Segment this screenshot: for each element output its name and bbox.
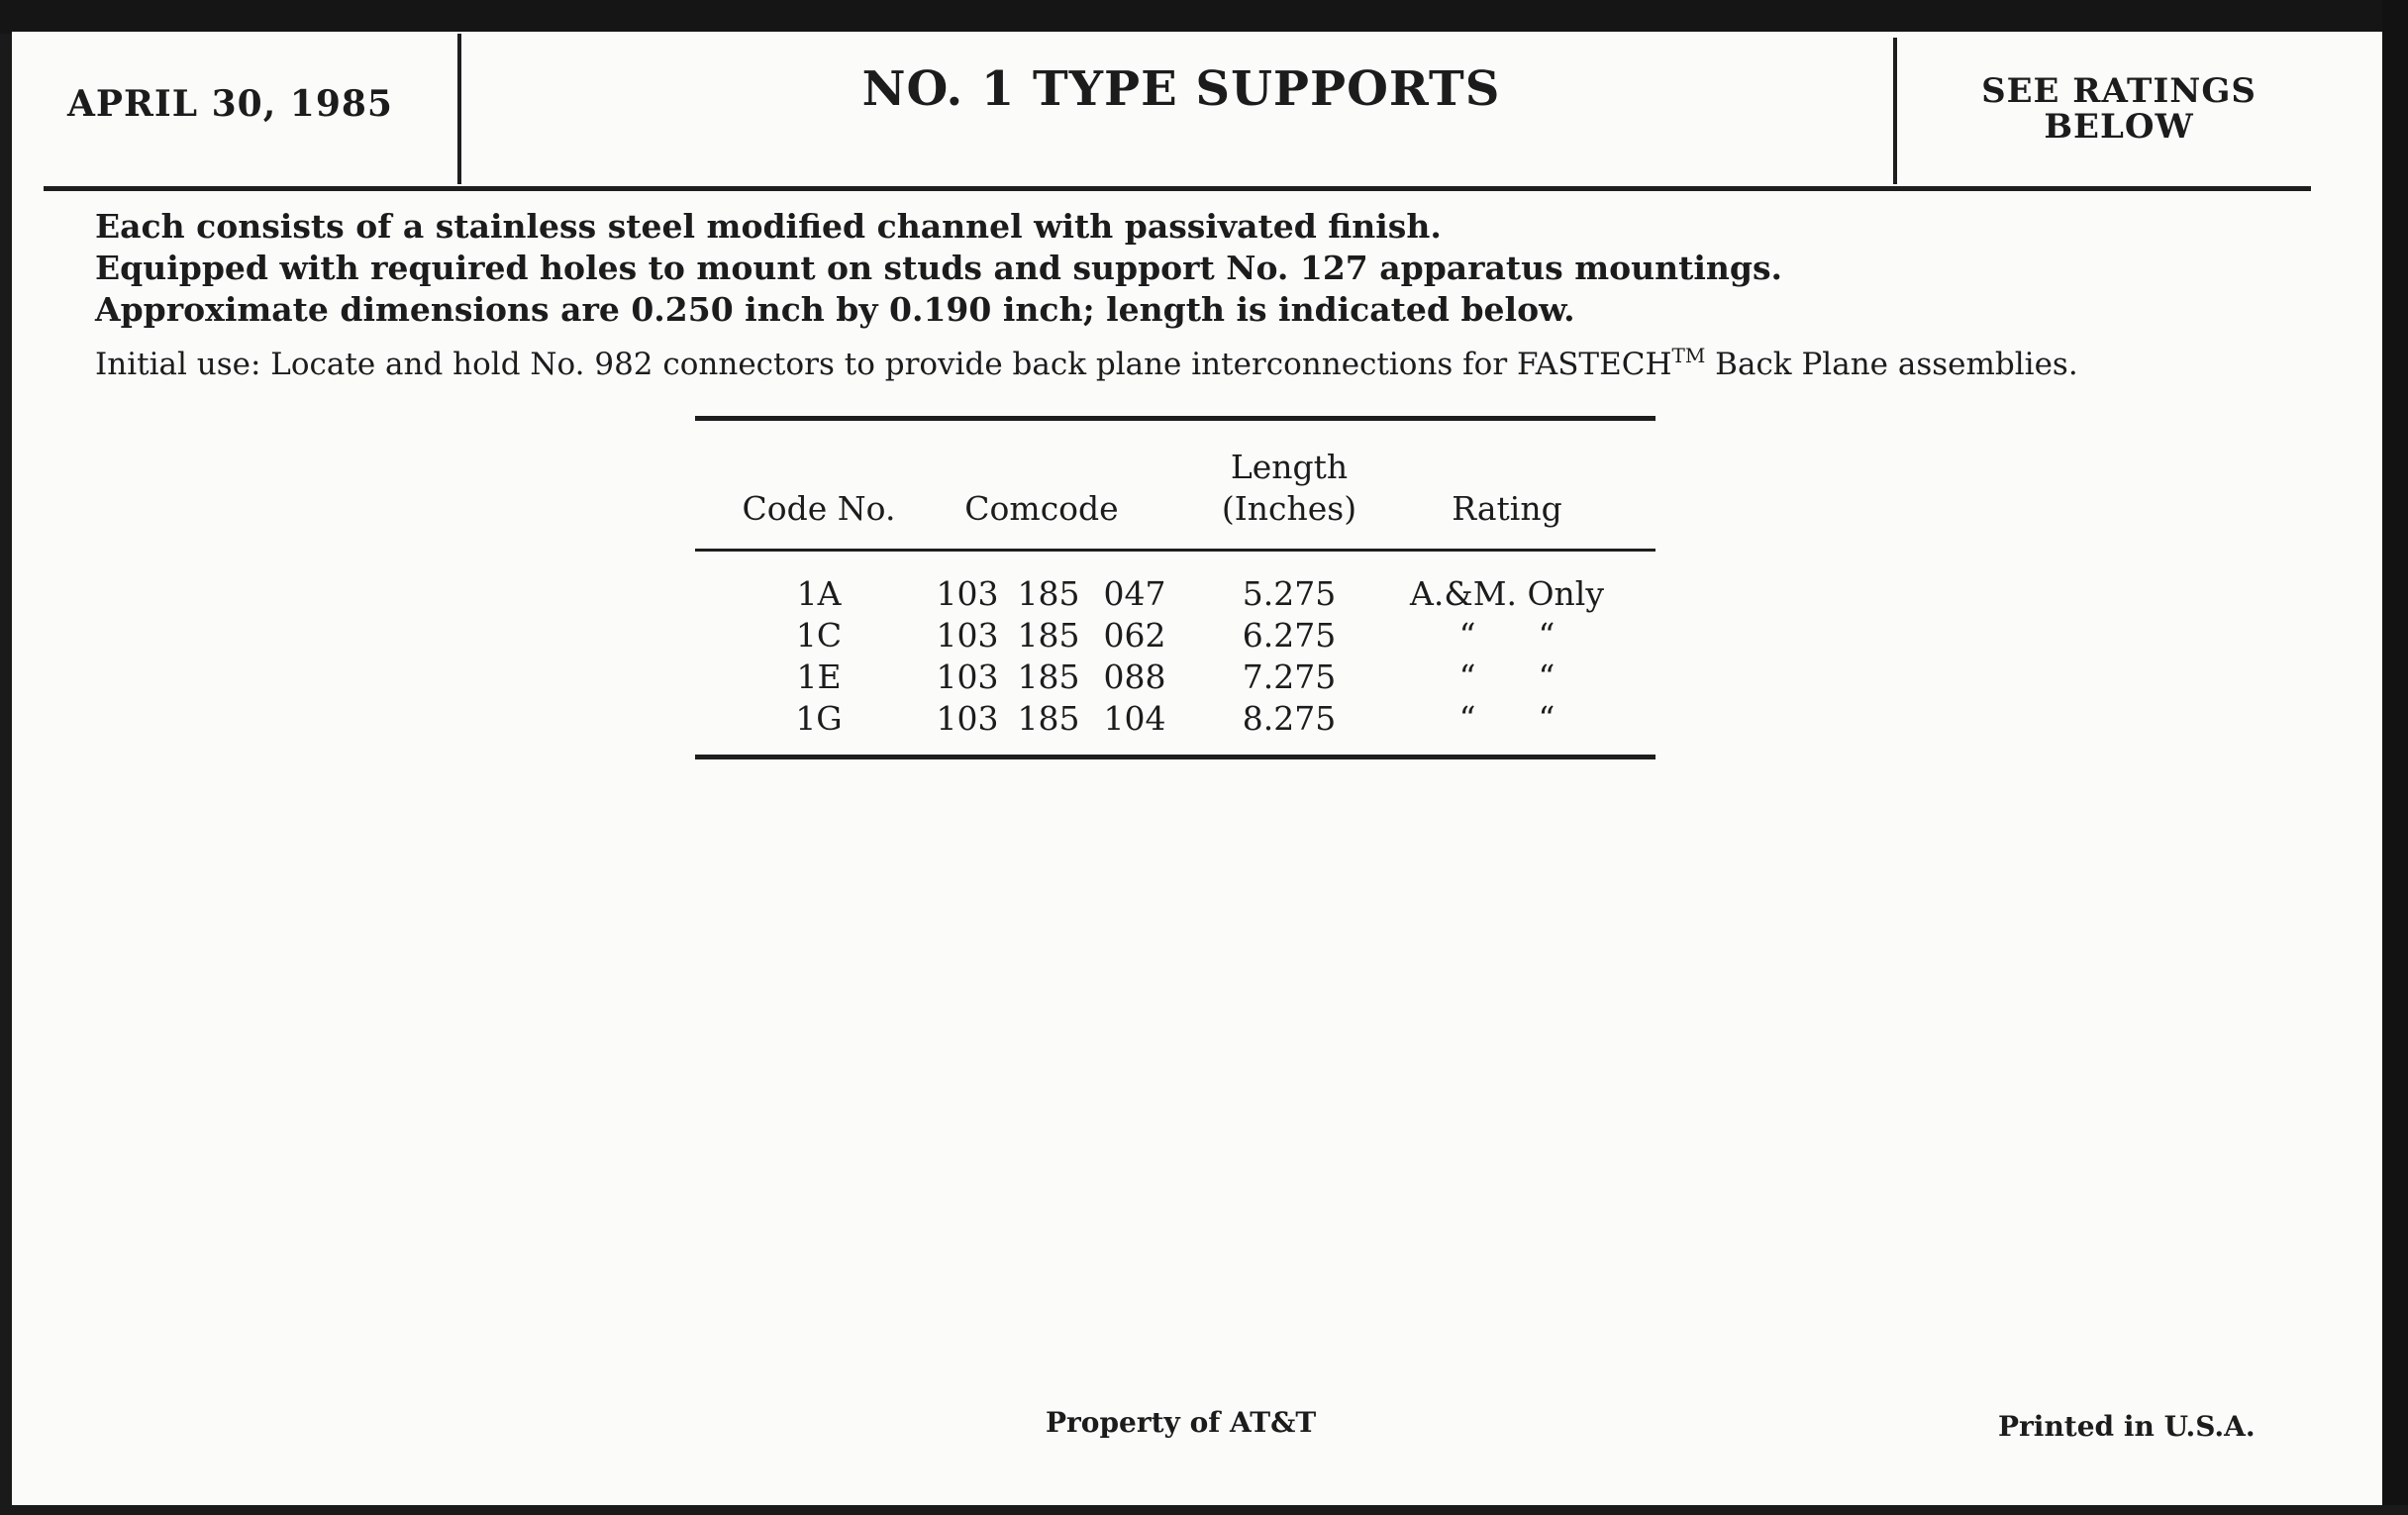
table-cell-code: 1A [796,574,842,613]
description-line-4 [95,335,2273,385]
table-cell-comcode-b: 185 [1017,699,1080,738]
table-cell-code: 1G [795,699,843,738]
description-line-1: Each consists of a stainless steel modified channel with passivated finish. [95,207,1442,246]
table-bottom-rule [695,755,1656,759]
page-title: NO. 1 TYPE SUPPORTS [861,61,1501,117]
header-ratings [1901,73,2337,145]
ratings-line-1: SEE RATINGS [1981,71,2257,111]
table-cell-length: 6.275 [1242,616,1337,655]
table-header-rule [695,549,1656,552]
table-cell-comcode-b: 185 [1017,616,1080,655]
header-divider-left [457,34,461,184]
table-cell-rating: “ “ [1458,657,1555,696]
table-top-rule [695,416,1656,421]
column-header-comcode: Comcode [964,489,1119,528]
scan-edge-right [2382,0,2408,1515]
table-cell-comcode-a: 103 [936,574,999,613]
column-header-length: Length [1230,448,1349,486]
table-cell-length: 5.275 [1242,574,1337,613]
column-header-length-unit: (Inches) [1221,489,1357,528]
ratings-line-2: BELOW [2044,107,2194,147]
scan-edge-top [0,0,2408,34]
table-cell-rating: A.&M. Only [1410,574,1604,613]
table-cell-length: 8.275 [1242,699,1337,738]
table-cell-rating: “ “ [1458,699,1555,738]
header-divider-right [1893,38,1897,184]
initial-use-suffix: Back Plane assemblies. [1705,347,2078,382]
table-cell-comcode-a: 103 [936,699,999,738]
scan-edge-bottom [0,1505,2408,1515]
description-line-2: Equipped with required holes to mount on studs and support No. 127 apparatus mountings. [95,249,1783,287]
trademark-mark: TM [1671,344,1706,367]
table-cell-comcode-a: 103 [936,657,999,696]
description [95,206,2273,385]
table-cell-comcode-b: 185 [1017,657,1080,696]
description-line-3: Approximate dimensions are 0.250 inch by 0.190 inch; length is indicated below. [95,290,1575,329]
table-cell-comcode-b: 185 [1017,574,1080,613]
table-cell-comcode-c: 088 [1103,657,1166,696]
table-cell-code: 1C [795,616,843,655]
footer-property: Property of AT&T [1046,1406,1317,1439]
table-cell-comcode-c: 047 [1103,574,1166,613]
table-cell-comcode-a: 103 [936,616,999,655]
header-date: APRIL 30, 1985 [67,83,393,125]
table-cell-rating: “ “ [1458,616,1555,655]
table-cell-length: 7.275 [1242,657,1337,696]
table-cell-comcode-c: 062 [1103,616,1166,655]
initial-use-text: Initial use: Locate and hold No. 982 connectors to provide back plane interconnections for FASTECH [95,347,1672,382]
header-rule [44,186,2311,191]
table-cell-comcode-c: 104 [1103,699,1166,738]
column-header-code: Code No. [742,489,896,528]
table-cell-code: 1E [796,657,842,696]
footer-printed: Printed in U.S.A. [1998,1410,2256,1443]
supports-table [695,416,1656,762]
column-header-rating: Rating [1452,489,1562,528]
